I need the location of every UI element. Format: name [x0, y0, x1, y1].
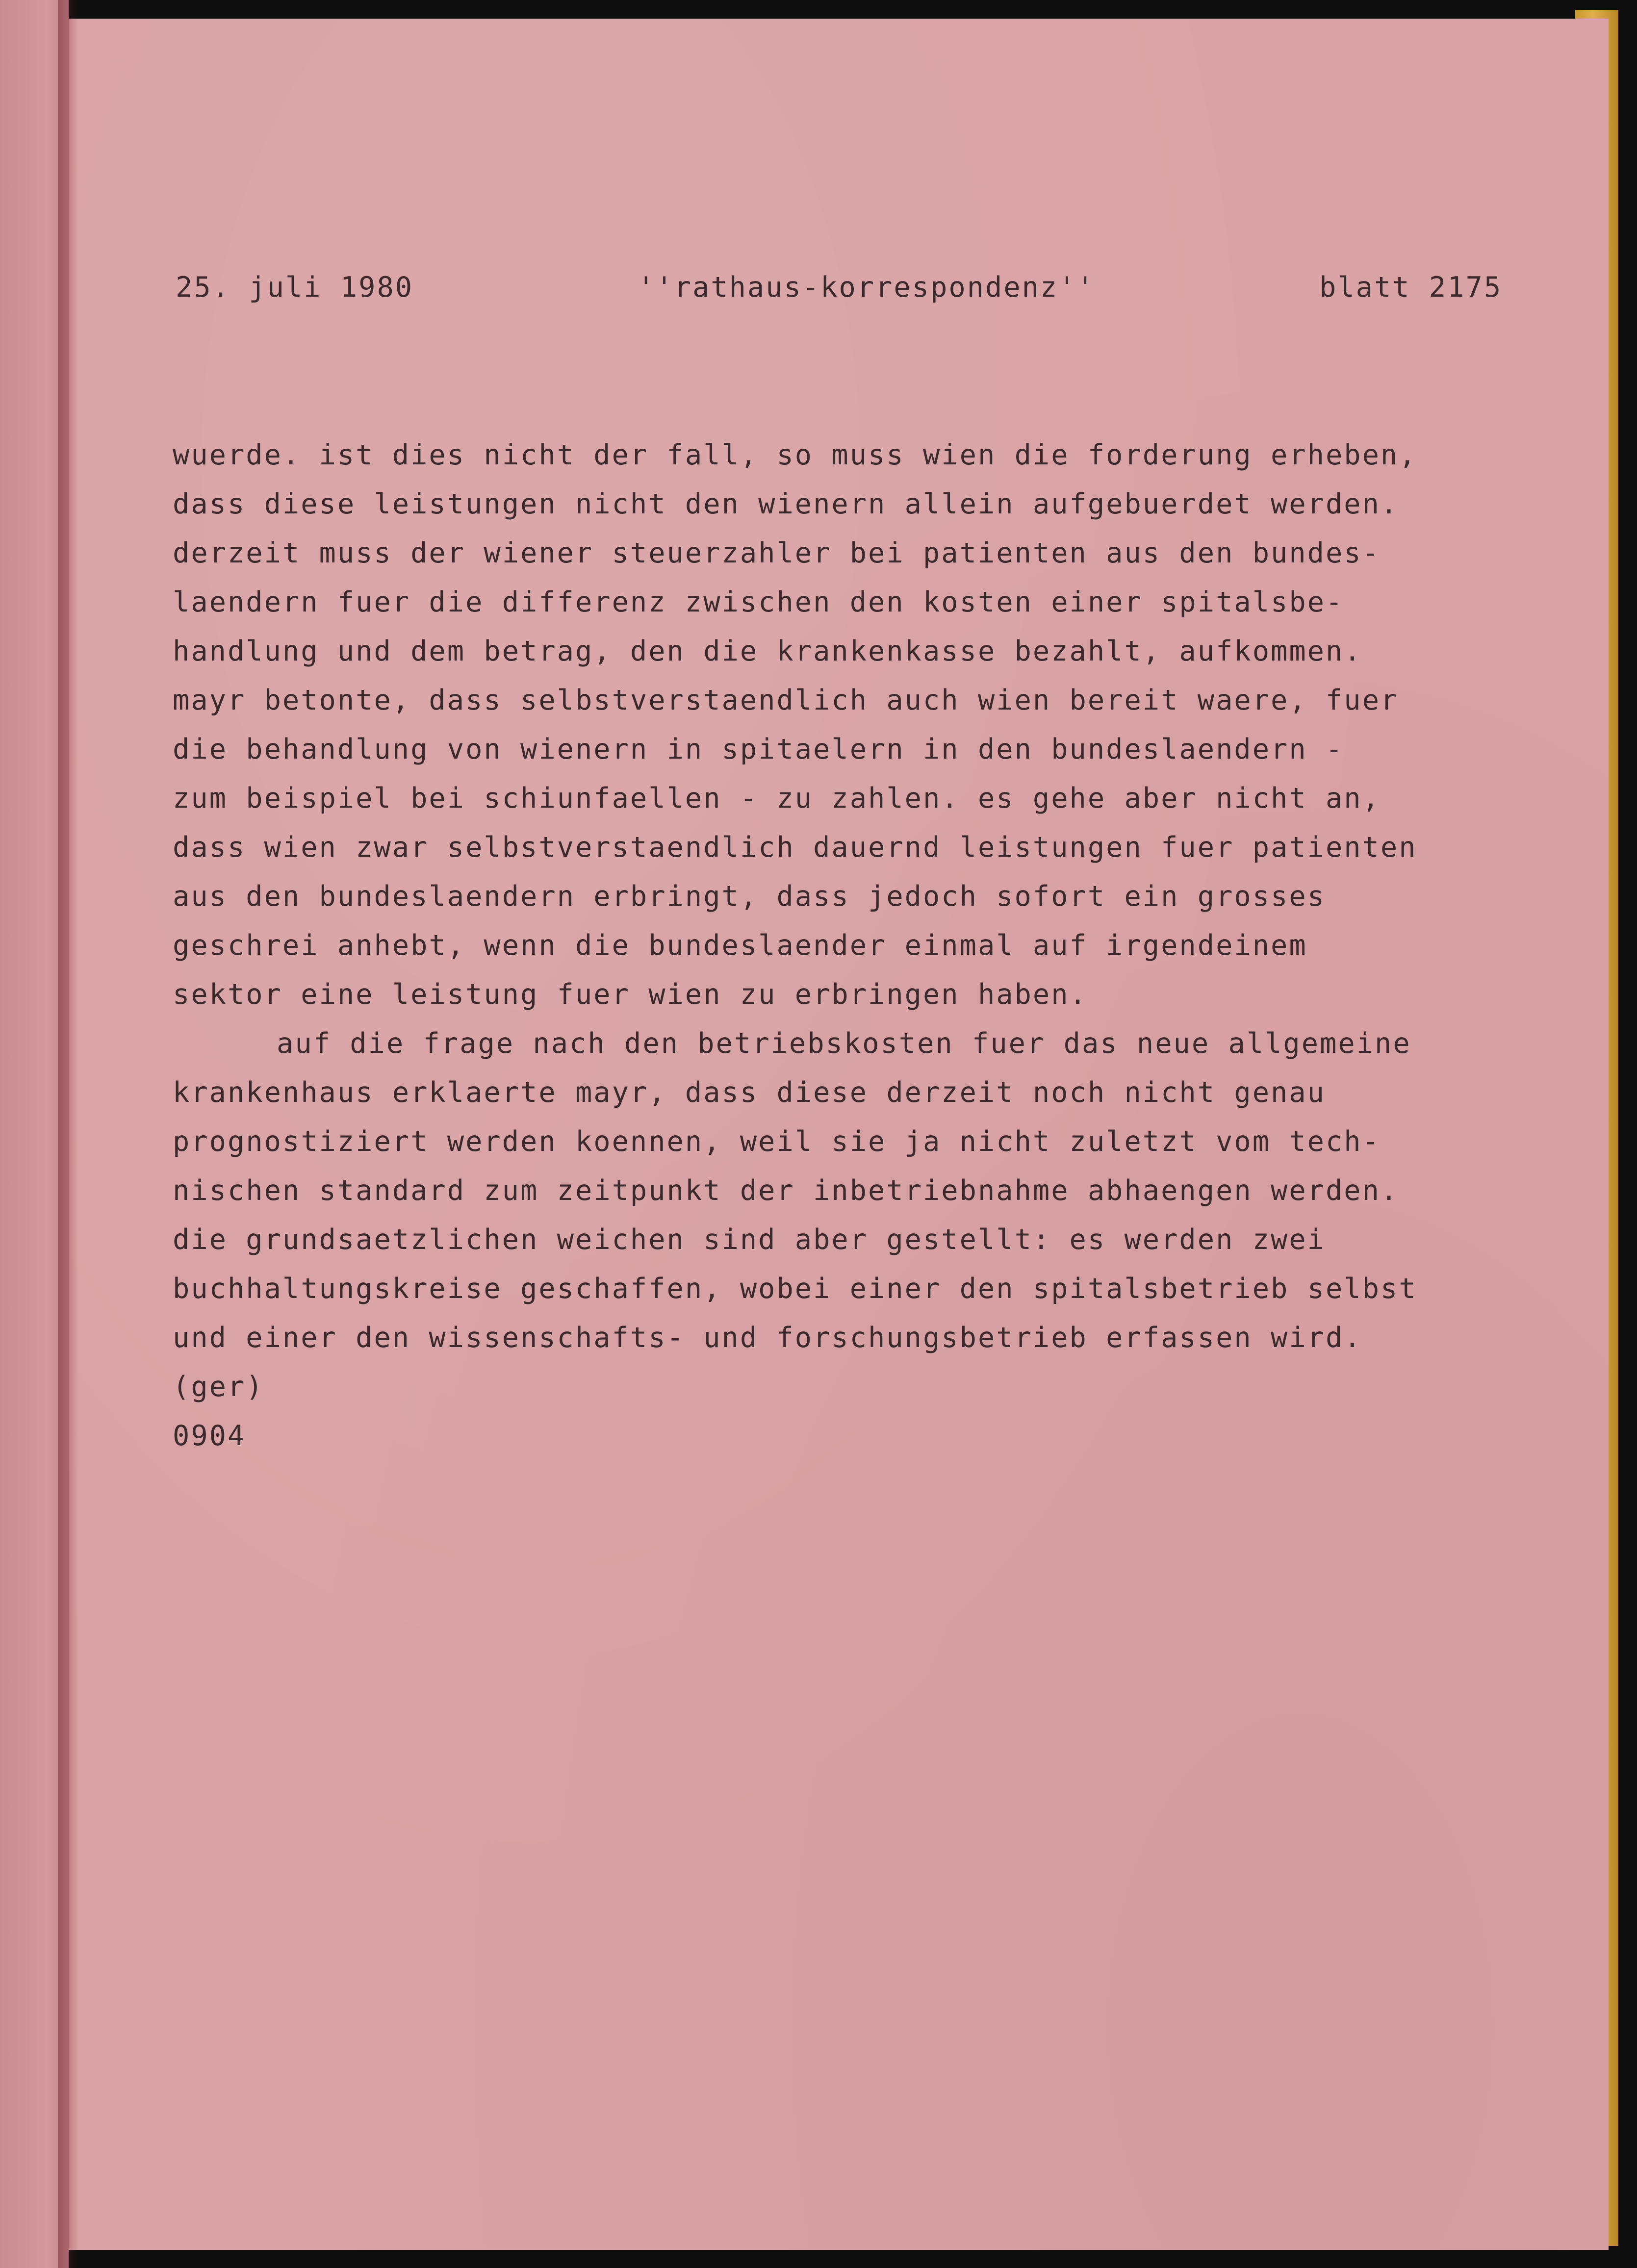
- document-page: [69, 19, 1609, 2250]
- text-line: derzeit muss der wiener steuerzahler bei patienten aus den bundes-: [173, 537, 1381, 569]
- text-line: krankenhaus erklaerte mayr, dass diese derzeit noch nicht genau: [173, 1076, 1326, 1109]
- paragraph-start-line: auf die frage nach den betriebskosten fuer das neue allgemeine: [277, 1027, 1411, 1060]
- header-publication: ''rathaus-korrespondenz'': [638, 271, 1095, 304]
- text-line: wuerde. ist dies nicht der fall, so muss wien die forderung erheben,: [173, 439, 1417, 471]
- header-sheet-number: blatt 2175: [1319, 271, 1503, 304]
- text-line: prognostiziert werden koennen, weil sie ja nicht zuletzt vom tech-: [173, 1125, 1381, 1158]
- text-line: handlung und dem betrag, den die krankenkasse bezahlt, aufkommen.: [173, 635, 1362, 667]
- text-line: aus den bundeslaendern erbringt, dass jedoch sofort ein grosses: [173, 880, 1326, 913]
- time-code: 0904: [173, 1420, 246, 1452]
- text-line: laendern fuer die differenz zwischen den kosten einer spitalsbe-: [173, 586, 1344, 618]
- text-line: nischen standard zum zeitpunkt der inbetriebnahme abhaengen werden.: [173, 1174, 1399, 1207]
- page-header: [176, 271, 1608, 310]
- typed-body-text: [173, 431, 1619, 1460]
- page-fold-shading: [69, 19, 78, 2250]
- text-line: dass diese leistungen nicht den wienern allein aufgebuerdet werden.: [173, 488, 1399, 520]
- text-line: die behandlung von wienern in spitaelern in den bundeslaendern -: [173, 733, 1344, 765]
- text-line: buchhaltungskreise geschaffen, wobei einer den spitalsbetrieb selbst: [173, 1273, 1417, 1305]
- author-initials: (ger): [173, 1371, 264, 1403]
- text-line: dass wien zwar selbstverstaendlich dauernd leistungen fuer patienten: [173, 831, 1417, 864]
- text-line: zum beispiel bei schiunfaellen - zu zahlen. es gehe aber nicht an,: [173, 782, 1381, 815]
- header-date: 25. juli 1980: [176, 271, 414, 304]
- text-line: die grundsaetzlichen weichen sind aber gestellt: es werden zwei: [173, 1223, 1326, 1256]
- text-line: mayr betonte, dass selbstverstaendlich auch wien bereit waere, fuer: [173, 684, 1399, 716]
- text-line: geschrei anhebt, wenn die bundeslaender einmal auf irgendeinem: [173, 929, 1307, 962]
- text-line: sektor eine leistung fuer wien zu erbringen haben.: [173, 978, 1088, 1011]
- text-line: und einer den wissenschafts- und forschungsbetrieb erfassen wird.: [173, 1322, 1362, 1354]
